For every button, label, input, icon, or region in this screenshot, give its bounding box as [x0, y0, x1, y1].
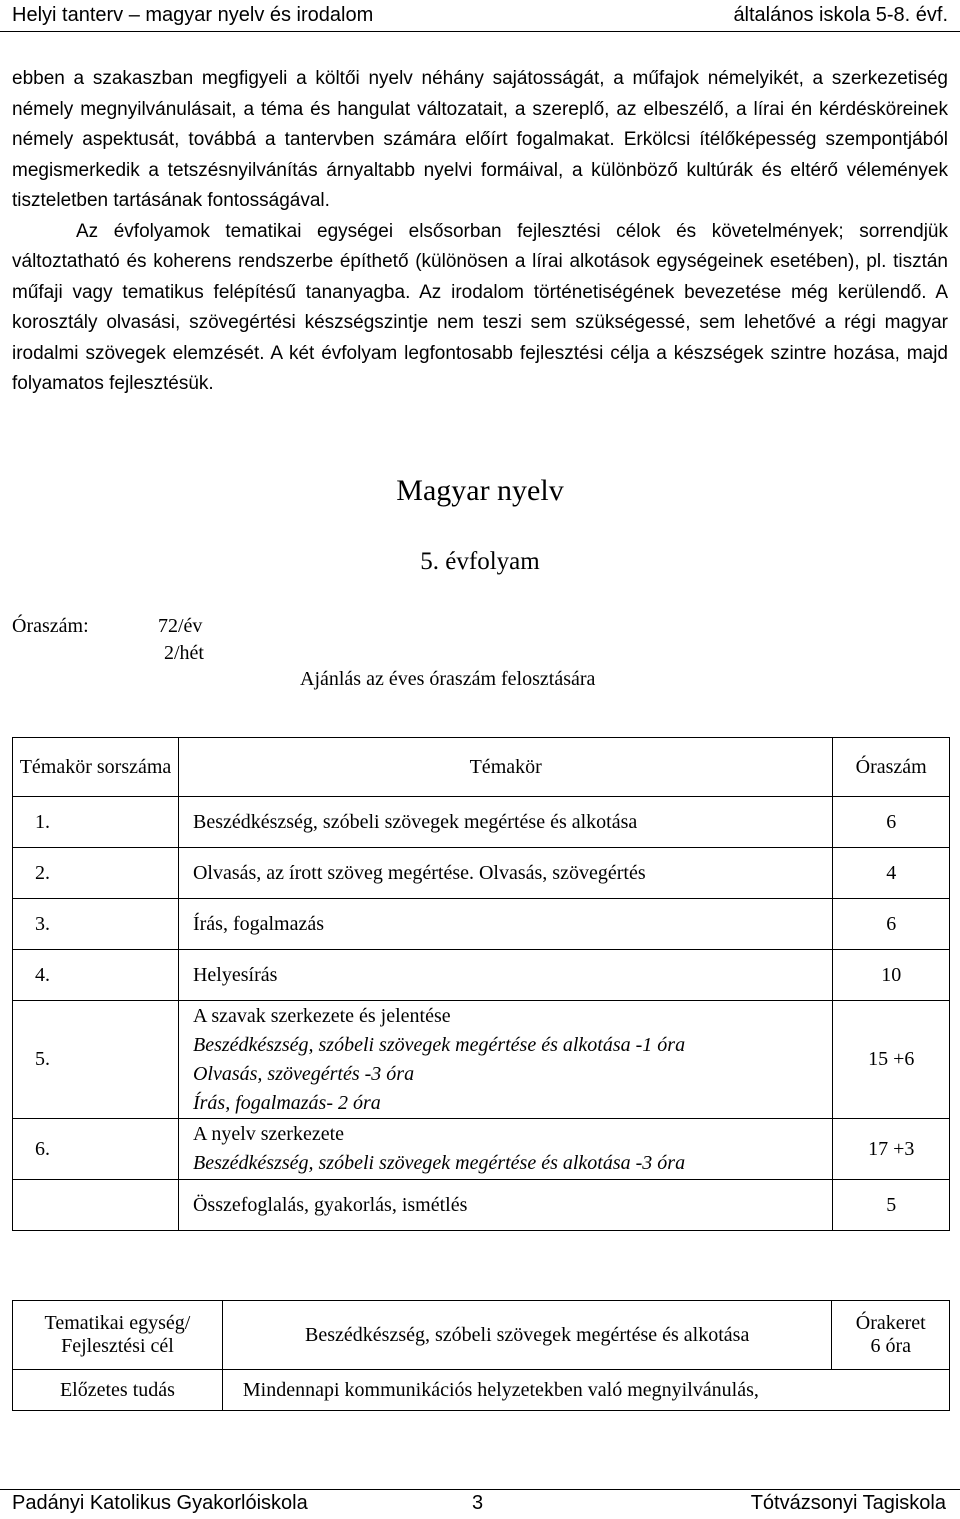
- row-hours: 17 +3: [833, 1119, 950, 1180]
- header-hours: Óraszám: [833, 738, 950, 797]
- row-number: 4.: [13, 950, 179, 1001]
- table-row: [13, 950, 950, 1001]
- unit-table: [12, 1300, 950, 1411]
- row-topic: Írás, fogalmazás: [178, 899, 832, 950]
- row-hours: 10: [833, 950, 950, 1001]
- header-grade: általános iskola 5-8. évf.: [733, 4, 948, 26]
- unit-label: Tematikai egység/ Fejlesztési cél: [13, 1301, 223, 1370]
- header-title: Helyi tanterv – magyar nyelv és irodalom: [12, 4, 374, 26]
- row-hours: 5: [833, 1180, 950, 1231]
- footer-branch: Tótvázsonyi Tagiskola: [750, 1492, 946, 1514]
- unit-row-title: [13, 1301, 950, 1370]
- table-row: [13, 848, 950, 899]
- hours-per-week: 2/hét: [164, 642, 204, 664]
- hours-recommendation: Ajánlás az éves óraszám felosztására: [300, 668, 596, 690]
- row-number-empty: [13, 1180, 179, 1231]
- row-number: 6.: [13, 1119, 179, 1180]
- row-hours: 6: [833, 899, 950, 950]
- row-topic: [178, 1119, 832, 1180]
- intro-text: [12, 64, 948, 400]
- row-topic-title: A szavak szerkezete és jelentése: [192, 1004, 451, 1027]
- unit-frame: [832, 1301, 950, 1370]
- table-row: [13, 1001, 950, 1119]
- unit-frame-label: Órakeret: [855, 1312, 926, 1334]
- intro-paragraph-1: ebben a szakaszban megfigyeli a költői nyelv néhány sajátosságát, a műfajok némelyikét, a szerkezetiség némely megnyilvánulásait, a téma és hangulat változatait, a szereplő, az elbeszélő, a lírai én kérdésköreinek némely aspektusát, továbbá a tantervben számára előírt fogalmakat. Erkölcsi ítélőképesség szempontjából megismerkedik a tetszésnyilvánítás árnyaltabb nyelvi formáival, a különböző kultúrák és eltérő vélemények tiszteletben tartásának fontosságával.: [12, 68, 948, 211]
- row-number: 2.: [13, 848, 179, 899]
- row-topic: [178, 1001, 832, 1119]
- page-footer: [0, 1489, 960, 1518]
- row-hours: 6: [833, 797, 950, 848]
- table-row: [13, 797, 950, 848]
- row-topic: Helyesírás: [178, 950, 832, 1001]
- footer-school: Padányi Katolikus Gyakorlóiskola: [12, 1492, 308, 1514]
- row-subtopic: Beszédkészség, szóbeli szövegek megértése és alkotása -3 óra: [192, 1152, 686, 1174]
- table-header-row: [13, 738, 950, 797]
- unit-title: Beszédkészség, szóbeli szövegek megértése és alkotása: [222, 1301, 832, 1370]
- row-number: 5.: [13, 1001, 179, 1119]
- table-row: [13, 899, 950, 950]
- row-hours: 4: [833, 848, 950, 899]
- hours-label: Óraszám:: [12, 615, 89, 637]
- table-row: [13, 1119, 950, 1180]
- section-title: Magyar nyelv: [396, 474, 564, 507]
- unit-frame-value: 6 óra: [870, 1335, 912, 1357]
- page-number: 3: [472, 1492, 484, 1514]
- header-topic: Témakör: [178, 738, 832, 797]
- row-subtopic: Olvasás, szövegértés -3 óra: [192, 1062, 415, 1085]
- row-subtopic: Beszédkészség, szóbeli szövegek megértése és alkotása -1 óra: [192, 1033, 686, 1056]
- hours-per-year: 72/év: [158, 615, 203, 637]
- unit-prior-text: Mindennapi kommunikációs helyzetekben való megnyilvánulás,: [222, 1370, 949, 1411]
- table-row-summary: [13, 1180, 950, 1231]
- row-topic: Olvasás, az írott szöveg megértése. Olvasás, szövegértés: [178, 848, 832, 899]
- unit-prior-label: Előzetes tudás: [13, 1370, 223, 1411]
- intro-paragraph-2: Az évfolyamok tematikai egységei elsősorban fejlesztési célok és követelmények; sorrendjük változtatható és koherens rendszerbe építhető (különösen a lírai alkotások egységeinek esetében), pl. tisztán műfaji vagy tematikus felépítésű tananyagba. Az irodalom történetiségének bevezetése még kerülendő. A korosztály olvasási, szövegértési készségszintje nem teszi sem szükségessé, sem lehetővé a régi magyar irodalmi szövegek elemzését. A két évfolyam legfontosabb fejlesztési célja a készségek szintre hozása, majd folyamatos fejlesztésük.: [12, 220, 948, 394]
- topics-table: [12, 737, 950, 1231]
- header-number: Témakör sorszáma: [13, 738, 179, 797]
- row-topic: Összefoglalás, gyakorlás, ismétlés: [178, 1180, 832, 1231]
- row-number: 3.: [13, 899, 179, 950]
- unit-row-prior: [13, 1370, 950, 1411]
- row-topic: Beszédkészség, szóbeli szövegek megértése és alkotása: [178, 797, 832, 848]
- row-subtopic: Írás, fogalmazás- 2 óra: [192, 1091, 381, 1114]
- page-header: [0, 0, 960, 32]
- row-topic-title: A nyelv szerkezete: [192, 1123, 345, 1145]
- section-subtitle: 5. évfolyam: [420, 548, 540, 575]
- row-number: 1.: [13, 797, 179, 848]
- row-hours: 15 +6: [833, 1001, 950, 1119]
